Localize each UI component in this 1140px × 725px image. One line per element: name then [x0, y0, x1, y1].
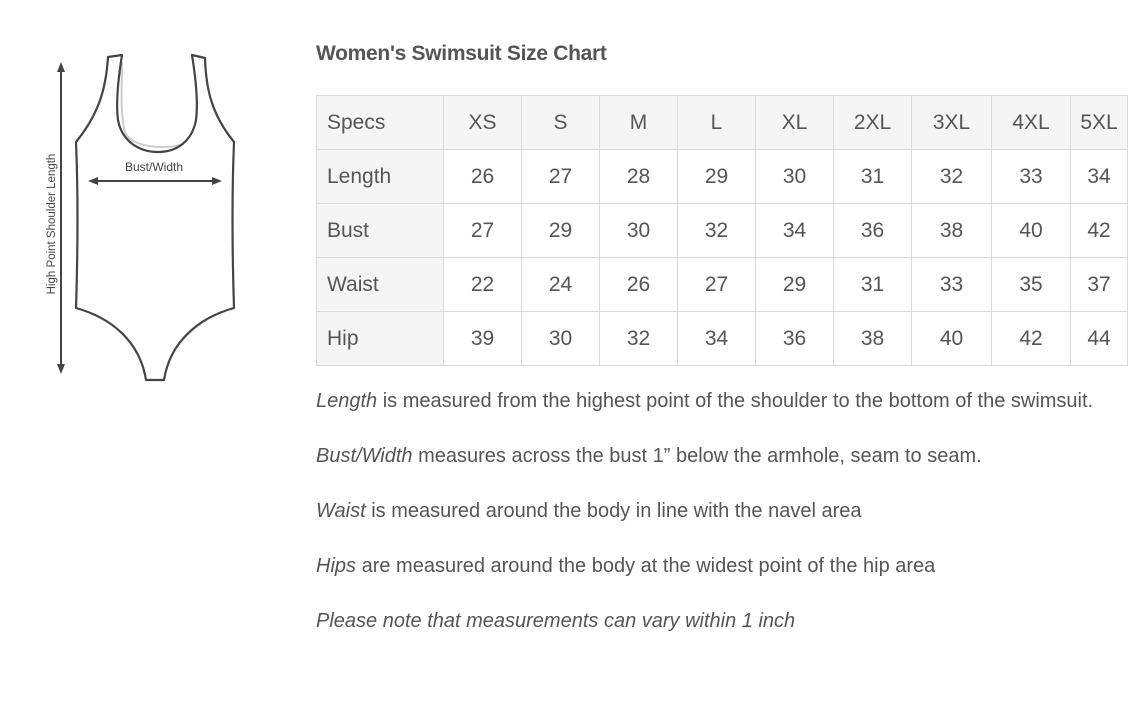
- table-cell: 38: [834, 312, 912, 366]
- note-text: is measured around the body in line with the navel area: [365, 500, 862, 522]
- note-term: Hips: [316, 555, 357, 577]
- length-label: High Point Shoulder Length: [46, 153, 58, 295]
- header-cell-size: XS: [444, 96, 522, 150]
- length-arrow: [57, 62, 65, 374]
- table-cell: 34: [678, 312, 756, 366]
- table-cell: 24: [522, 258, 600, 312]
- header-cell-size: 2XL: [834, 96, 912, 150]
- table-cell: 22: [444, 258, 522, 312]
- table-cell: 32: [600, 312, 678, 366]
- table-cell: 33: [992, 150, 1071, 204]
- table-cell: 36: [834, 204, 912, 258]
- table-row-bust: [317, 204, 1128, 258]
- table-cell: 31: [834, 150, 912, 204]
- note-length: [316, 384, 1127, 418]
- table-cell: 42: [992, 312, 1071, 366]
- row-label: Hip: [317, 312, 444, 366]
- disclaimer: [316, 604, 1127, 638]
- size-chart-table: [316, 95, 1128, 366]
- table-cell: 28: [600, 150, 678, 204]
- table-row-length: [317, 150, 1128, 204]
- header-cell-size: XL: [756, 96, 834, 150]
- table-cell: 36: [756, 312, 834, 366]
- table-cell: 34: [756, 204, 834, 258]
- header-cell-size: 4XL: [992, 96, 1071, 150]
- row-label: Length: [317, 150, 444, 204]
- table-row-waist: [317, 258, 1128, 312]
- header-cell-size: 5XL: [1071, 96, 1128, 150]
- page-title: Women's Swimsuit Size Chart: [316, 42, 607, 65]
- table-header-row: [317, 96, 1128, 150]
- table-cell: 30: [522, 312, 600, 366]
- table-cell: 30: [600, 204, 678, 258]
- note-term: Length: [316, 390, 378, 412]
- note-bust: [316, 439, 1127, 473]
- table-cell: 29: [678, 150, 756, 204]
- table-cell: 35: [992, 258, 1071, 312]
- row-label: Bust: [317, 204, 444, 258]
- note-text: measures across the bust 1” below the armhole, seam to seam.: [412, 445, 982, 467]
- table-cell: 38: [912, 204, 992, 258]
- measurement-notes: [316, 384, 1127, 659]
- table-cell: 34: [1071, 150, 1128, 204]
- table-row-hip: [317, 312, 1128, 366]
- row-label: Waist: [317, 258, 444, 312]
- note-text: is measured from the highest point of the shoulder to the bottom of the swimsuit.: [377, 390, 1094, 412]
- table-cell: 26: [444, 150, 522, 204]
- table-cell: 33: [912, 258, 992, 312]
- note-waist: [316, 494, 1127, 528]
- disclaimer-text: Please note that measurements can vary within 1 inch: [316, 610, 796, 632]
- table-cell: 40: [992, 204, 1071, 258]
- table-cell: 32: [678, 204, 756, 258]
- table-cell: 27: [678, 258, 756, 312]
- swimsuit-diagram: [30, 50, 260, 390]
- table-cell: 31: [834, 258, 912, 312]
- note-text: are measured around the body at the widest point of the hip area: [356, 555, 936, 577]
- note-term: Waist: [316, 500, 366, 522]
- swimsuit-outline-illustration: [30, 50, 260, 390]
- table-cell: 40: [912, 312, 992, 366]
- header-cell-size: 3XL: [912, 96, 992, 150]
- bust-label: Bust/Width: [124, 160, 184, 174]
- swimsuit-outline-shape: [76, 55, 234, 380]
- table-cell: 37: [1071, 258, 1128, 312]
- table-cell: 27: [522, 150, 600, 204]
- table-cell: 30: [756, 150, 834, 204]
- table-cell: 29: [522, 204, 600, 258]
- header-cell-size: L: [678, 96, 756, 150]
- table-cell: 44: [1071, 312, 1128, 366]
- table-cell: 39: [444, 312, 522, 366]
- header-cell-size: S: [522, 96, 600, 150]
- header-cell-size: M: [600, 96, 678, 150]
- table-cell: 27: [444, 204, 522, 258]
- table-cell: 26: [600, 258, 678, 312]
- table-cell: 32: [912, 150, 992, 204]
- header-cell-specs: Specs: [317, 96, 444, 150]
- table-cell: 42: [1071, 204, 1128, 258]
- note-hips: [316, 549, 1127, 583]
- table-cell: 29: [756, 258, 834, 312]
- note-term: Bust/Width: [316, 445, 413, 467]
